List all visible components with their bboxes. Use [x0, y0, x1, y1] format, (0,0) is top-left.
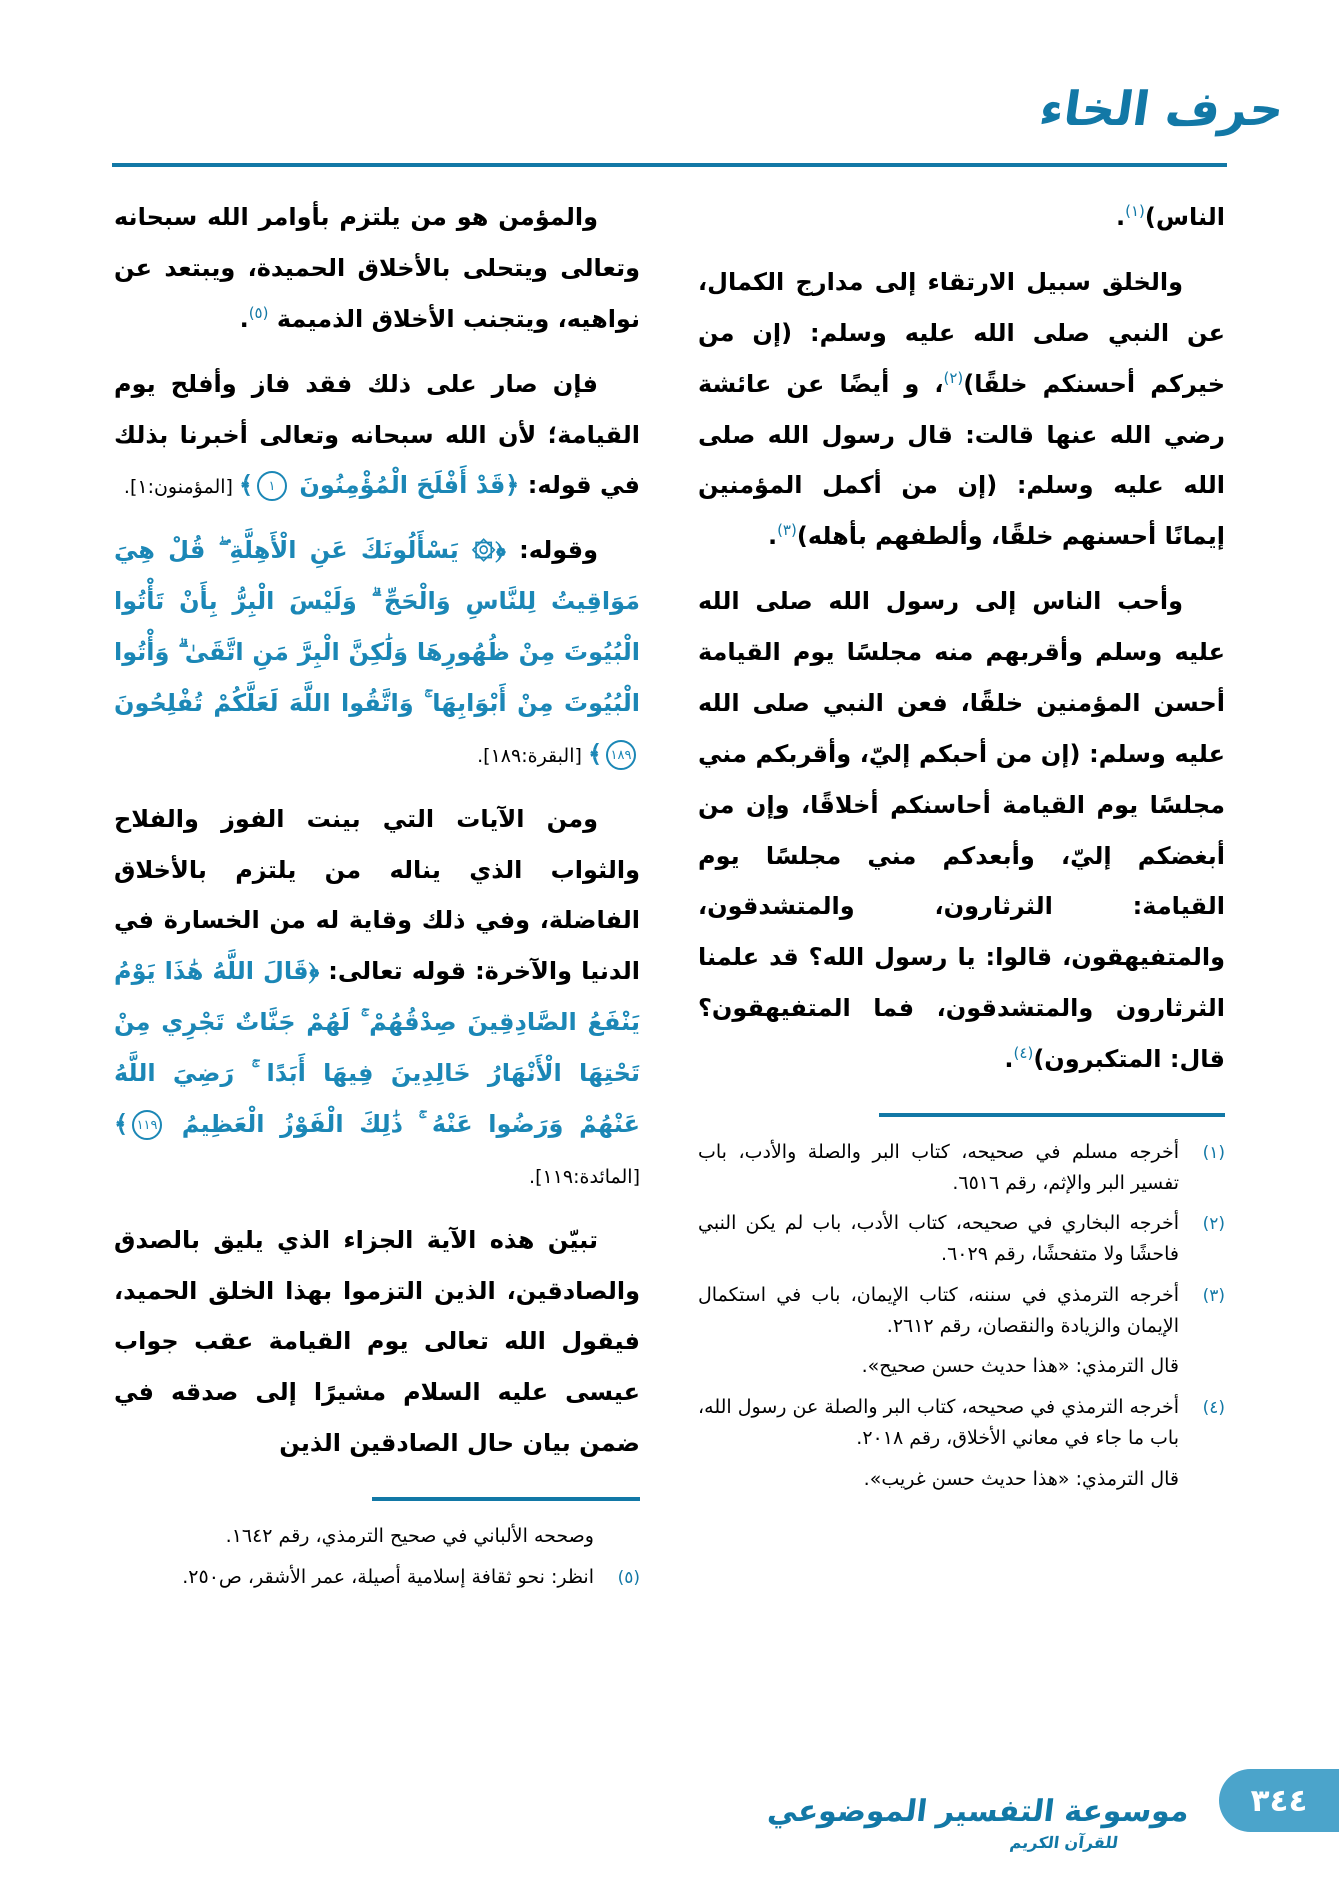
- footnotes-right: [698, 1137, 1225, 1495]
- footnote-text: قال الترمذي: «هذا حديث حسن غريب».: [863, 1467, 1179, 1490]
- verse-reference: [المؤمنون:١].: [123, 476, 239, 499]
- footnote-marker: (٤): [1013, 1044, 1034, 1062]
- body-text: وأحب الناس إلى رسول الله صلى الله عليه وسلم وأقربهم منه مجلسًا يوم القيامة أحسن المؤمنين خلقًا، فعن النبي صلى الله عليه وسلم: (إن من أحبكم إليّ، وأقربكم مني مجلسًا يوم القيامة أحاسنكم أخلاقًا، وإن من أبغضكم إليّ، وأبعدكم مني مجلسًا يوم القيامة: الثرثارون، والمتشدقون، والمتفيهقون، قالوا: يا رسول الله؟ قد علمنا الثرثارون والمتشدقون، فما المتفيهقون؟ قال: المتكبرون): [698, 587, 1225, 1073]
- quran-verse: ﴾: [114, 1109, 129, 1138]
- body-text: ، و أيضًا عن عائشة رضي الله عنها قالت: قال رسول الله صلى الله عليه وسلم: (إن من أكمل المؤمنين إيمانًا أحسنهم خلقًا، وألطفهم بأهله): [698, 369, 1225, 551]
- footnote: [698, 1351, 1225, 1382]
- footnote-text: أخرجه الترمذي في سننه، كتاب الإيمان، باب في استكمال الإيمان والزيادة والنقصان، رقم ٢٦١٢.: [698, 1283, 1179, 1337]
- footnote-marker: (٥): [248, 303, 269, 322]
- body-text: .: [1004, 1045, 1014, 1073]
- page-number-badge: [1219, 1769, 1339, 1832]
- footnote-text: انظر: نحو ثقافة إسلامية أصيلة، عمر الأشقر، ص٢٥٠.: [182, 1565, 594, 1588]
- chapter-heading: حرف الخاء: [1035, 82, 1287, 137]
- body-text: ومن الآيات التي بينت الفوز والفلاح والثواب الذي يناله من يلتزم بالأخلاق الفاضلة، وفي ذلك وقاية له من الخسارة في الدنيا والآخرة: قوله تعالى:: [114, 804, 641, 986]
- quran-verse: ﴿قَدْ أَفْلَحَ الْمُؤْمِنُونَ: [291, 471, 520, 500]
- footnote-separator-right: [879, 1113, 1225, 1117]
- footnote: [114, 1562, 640, 1593]
- footnote-marker: (٢): [943, 368, 964, 387]
- publisher-logo-subtitle: للقرآن الكريم: [1008, 1833, 1120, 1852]
- footnote: [114, 1521, 640, 1552]
- footnote: [698, 1392, 1225, 1454]
- body-paragraphs-left: [114, 192, 640, 1469]
- text-columns: [114, 192, 1225, 1752]
- footnote-text: وصححه الألباني في صحيح الترمذي، رقم ١٦٤٢.: [225, 1525, 594, 1547]
- column-left: [114, 192, 640, 1603]
- publisher-logo-title: موسوعة التفسير الموضوعي: [765, 1794, 1192, 1829]
- footnote-marker: (١): [1125, 202, 1145, 220]
- paragraph: [114, 359, 640, 512]
- body-text: والخلق سبيل الارتقاء إلى مدارج الكمال، عن النبي صلى الله عليه وسلم: (إن من خيركم أحسنكم خلقًا): [698, 267, 1225, 398]
- paragraph: [698, 576, 1225, 1085]
- paragraph: [114, 794, 640, 1201]
- quran-verse: ﴿۞ يَسْأَلُونَكَ عَنِ الْأَهِلَّةِ ۖ قُلْ هِيَ مَوَاقِيتُ لِلنَّاسِ وَالْحَجِّ ۗ وَلَيْسَ الْبِرُّ بِأَنْ تَأْتُوا الْبُيُوتَ مِنْ ظُهُورِهَا وَلَٰكِنَّ الْبِرَّ مَنِ اتَّقَىٰ ۗ وَأْتُوا الْبُيُوتَ مِنْ أَبْوَابِهَا ۚ وَاتَّقُوا اللَّهَ لَعَلَّكُمْ تُفْلِحُونَ: [114, 536, 640, 717]
- body-text: .: [767, 522, 778, 551]
- paragraph: [114, 192, 640, 345]
- paragraph: [698, 257, 1225, 562]
- body-text: .: [239, 304, 249, 333]
- paragraph: [114, 525, 640, 779]
- footnote-number: (٥): [617, 1567, 640, 1588]
- footnote-marker: (٣): [777, 521, 797, 540]
- body-text: فإن صار على ذلك فقد فاز وأفلح يوم القيامة؛ لأن الله سبحانه وتعالى أخبرنا بذلك في قوله:: [114, 369, 640, 500]
- verse-reference: [المائدة:١١٩].: [529, 1165, 640, 1188]
- footnote-text: أخرجه مسلم في صحيحه، كتاب البر والصلة والأدب، باب تفسير البر والإثم، رقم ٦٥١٦.: [698, 1140, 1179, 1194]
- footnote-separator-left: [372, 1497, 640, 1501]
- quran-verse: ﴾: [587, 739, 602, 768]
- publisher-logo: [765, 1794, 1192, 1852]
- verse-reference: [البقرة:١٨٩].: [477, 744, 588, 767]
- body-text: وقوله:: [505, 536, 598, 565]
- footnote-number: (٣): [1202, 1285, 1225, 1306]
- paragraph: [114, 1215, 640, 1469]
- ayah-number: ١: [257, 471, 287, 501]
- body-paragraphs-right: [698, 192, 1225, 1085]
- footnote: [698, 1464, 1225, 1495]
- footnote-text: أخرجه البخاري في صحيحه، كتاب الأدب، باب لم يكن النبي فاحشًا ولا متفحشًا، رقم ٦٠٢٩.: [698, 1212, 1179, 1266]
- body-text: والمؤمن هو من يلتزم بأوامر الله سبحانه وتعالى ويتحلى بالأخلاق الحميدة، ويبتعد عن نواهيه، ويتجنب الأخلاق الذميمة: [114, 203, 640, 333]
- footnote-text: قال الترمذي: «هذا حديث حسن صحيح».: [861, 1355, 1179, 1378]
- body-text: .: [1115, 203, 1126, 231]
- footnotes-left: [114, 1521, 640, 1593]
- header-rule: [112, 163, 1227, 167]
- footnote-text: أخرجه الترمذي في صحيحه، كتاب البر والصلة عن رسول الله، باب ما جاء في معاني الأخلاق، رقم ٢٠١٨.: [698, 1396, 1179, 1449]
- quran-verse: ﴾: [238, 471, 254, 500]
- footnote: [698, 1137, 1225, 1199]
- paragraph: [698, 192, 1225, 243]
- ayah-number: ١١٩: [132, 1110, 162, 1140]
- quran-verse: ﴿قَالَ اللَّهُ هَٰذَا يَوْمُ يَنْفَعُ الصَّادِقِينَ صِدْقُهُمْ ۚ لَهُمْ جَنَّاتٌ تَجْرِي مِنْ تَحْتِهَا الْأَنْهَارُ خَالِدِينَ فِيهَا أَبَدًا ۚ رَضِيَ اللَّهُ عَنْهُمْ وَرَضُوا عَنْهُ ۚ ذَٰلِكَ الْفَوْزُ الْعَظِيمُ: [114, 957, 640, 1138]
- body-text: الناس): [1144, 203, 1225, 231]
- footnote: [698, 1280, 1225, 1342]
- footnote-number: (٤): [1202, 1398, 1225, 1419]
- body-text: تبيّن هذه الآية الجزاء الذي يليق بالصدق والصادقين، الذين التزموا بهذا الخلق الحميد، فيقول الله تعالى يوم القيامة عقب جواب عيسى عليه السلام مشيرًا إلى صدقه في ضمن بيان حال الصادقين الذين: [114, 1225, 640, 1458]
- footnote-number: (١): [1202, 1142, 1225, 1163]
- page-number: ٣٤٤: [1250, 1782, 1308, 1819]
- ayah-number: ١٨٩: [606, 740, 636, 770]
- footnote-number: (٢): [1202, 1214, 1225, 1235]
- column-right: [698, 192, 1225, 1505]
- footnote: [698, 1208, 1225, 1270]
